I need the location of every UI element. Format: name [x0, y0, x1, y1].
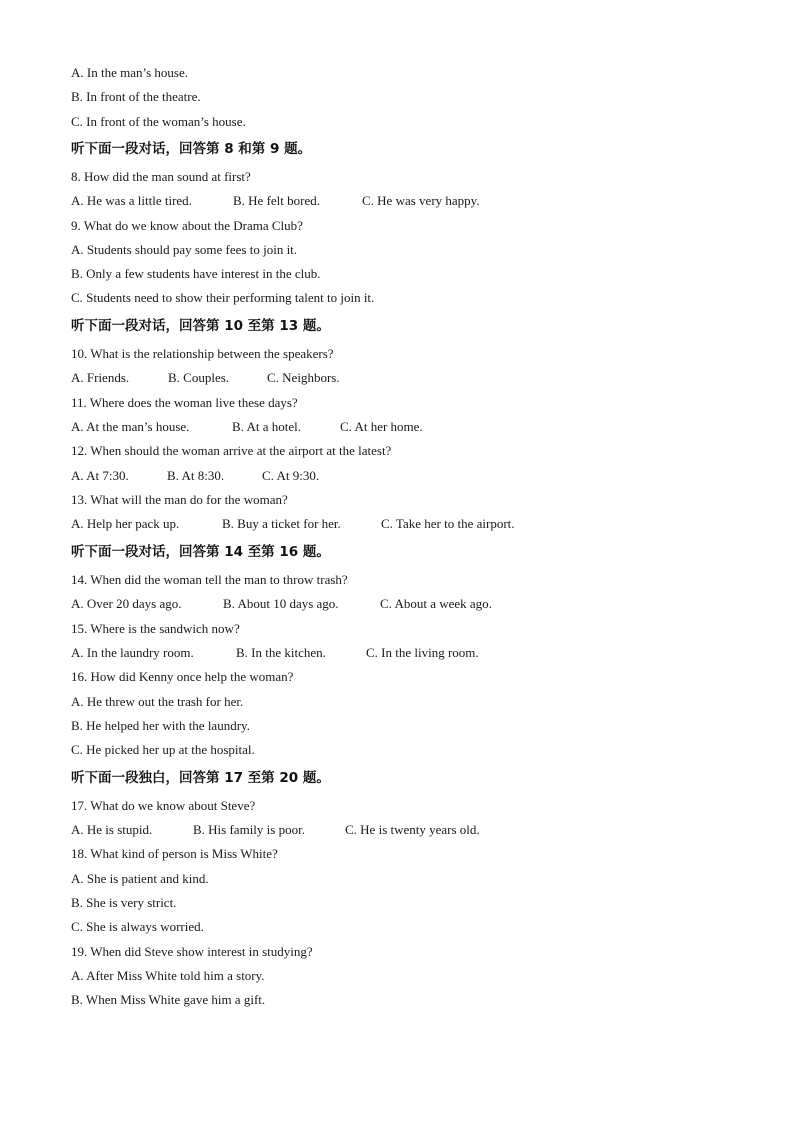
q11-option-b: B. At a hotel.	[232, 419, 301, 434]
q14-option-c: C. About a week ago.	[380, 596, 492, 611]
q8-option-c: C. He was very happy.	[362, 193, 480, 208]
q13-option-a: A. Help her pack up.	[71, 516, 180, 531]
q15-question: 15. Where is the sandwich now?	[71, 621, 240, 636]
q14-question: 14. When did the woman tell the man to throw trash?	[71, 572, 348, 587]
q16-option-c: C. He picked her up at the hospital.	[71, 742, 255, 757]
q16-question: 16. How did Kenny once help the woman?	[71, 669, 294, 684]
q17-option-b: B. His family is poor.	[193, 822, 305, 837]
q17-question: 17. What do we know about Steve?	[71, 798, 256, 813]
q16-option-b: B. He helped her with the laundry.	[71, 718, 250, 733]
q7-option-a: A. In the man’s house.	[71, 65, 188, 80]
q19-option-a: A. After Miss White told him a story.	[71, 968, 265, 983]
q13-question: 13. What will the man do for the woman?	[71, 492, 288, 507]
section-heading-14-16: 听下面一段对话，回答第 14 至第 16 题。	[71, 544, 330, 560]
q18-option-a: A. She is patient and kind.	[71, 871, 209, 886]
q9-question: 9. What do we know about the Drama Club?	[71, 218, 303, 233]
q14-option-b: B. About 10 days ago.	[223, 596, 339, 611]
q19-option-b: B. When Miss White gave him a gift.	[71, 992, 266, 1007]
q8-option-b: B. He felt bored.	[233, 193, 321, 208]
q17-option-a: A. He is stupid.	[71, 822, 153, 837]
q15-option-a: A. In the laundry room.	[71, 645, 194, 660]
q10-option-c: C. Neighbors.	[267, 370, 340, 385]
q11-option-a: A. At the man’s house.	[71, 419, 190, 434]
q11-option-c: C. At her home.	[340, 419, 423, 434]
q10-question: 10. What is the relationship between the speakers?	[71, 346, 334, 361]
q11-question: 11. Where does the woman live these days?	[71, 395, 298, 410]
section-heading-17-20: 听下面一段独白，回答第 17 至第 20 题。	[71, 770, 330, 786]
q9-option-b: B. Only a few students have interest in the club.	[71, 266, 321, 281]
q14-option-a: A. Over 20 days ago.	[71, 596, 182, 611]
q15-option-c: C. In the living room.	[366, 645, 479, 660]
q8-question: 8. How did the man sound at first?	[71, 169, 251, 184]
q16-option-a: A. He threw out the trash for her.	[71, 694, 244, 709]
q15-option-b: B. In the kitchen.	[236, 645, 326, 660]
section-heading-8-9: 听下面一段对话，回答第 8 和第 9 题。	[71, 141, 312, 157]
q12-option-a: A. At 7:30.	[71, 468, 129, 483]
section-heading-10-13: 听下面一段对话，回答第 10 至第 13 题。	[71, 318, 330, 334]
q10-option-a: A. Friends.	[71, 370, 130, 385]
q19-question: 19. When did Steve show interest in studying?	[71, 944, 313, 959]
q18-option-b: B. She is very strict.	[71, 895, 177, 910]
q9-option-a: A. Students should pay some fees to join it.	[71, 242, 298, 257]
q10-option-b: B. Couples.	[168, 370, 230, 385]
q9-option-c: C. Students need to show their performing talent to join it.	[71, 290, 375, 305]
q18-option-c: C. She is always worried.	[71, 919, 204, 934]
q12-question: 12. When should the woman arrive at the airport at the latest?	[71, 443, 392, 458]
q13-option-b: B. Buy a ticket for her.	[222, 516, 341, 531]
q12-option-c: C. At 9:30.	[262, 468, 320, 483]
q17-option-c: C. He is twenty years old.	[345, 822, 480, 837]
q18-question: 18. What kind of person is Miss White?	[71, 846, 278, 861]
q7-option-b: B. In front of the theatre.	[71, 89, 201, 104]
q8-option-a: A. He was a little tired.	[71, 193, 192, 208]
q13-option-c: C. Take her to the airport.	[381, 516, 515, 531]
q7-option-c: C. In front of the woman’s house.	[71, 114, 246, 129]
q12-option-b: B. At 8:30.	[167, 468, 225, 483]
